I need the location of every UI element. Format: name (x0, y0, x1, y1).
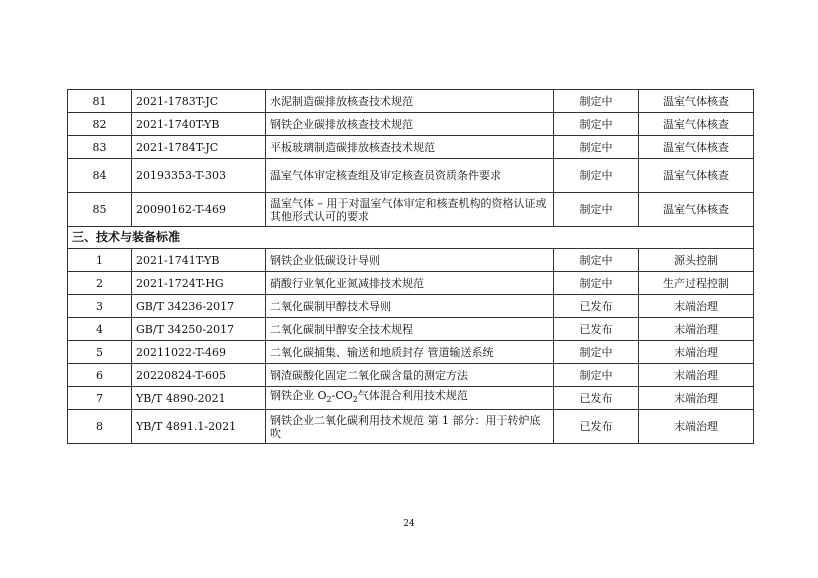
category: 末端治理 (639, 318, 754, 341)
row-number: 85 (68, 193, 132, 227)
standard-name: 钢铁企业二氧化碳利用技术规范 第 1 部分：用于转炉底吹 (266, 410, 554, 444)
standard-name: 钢渣碳酸化固定二氧化碳含量的测定方法 (266, 364, 554, 387)
standard-name: 水泥制造碳排放核查技术规范 (266, 90, 554, 113)
row-number: 1 (68, 249, 132, 272)
name-part: -CO (331, 389, 353, 403)
status: 已发布 (554, 295, 639, 318)
standard-name: 温室气体审定核查组及审定核查员资质条件要求 (266, 159, 554, 193)
status: 制定中 (554, 249, 639, 272)
table-row (68, 90, 754, 113)
category: 末端治理 (639, 341, 754, 364)
standard-code: 2021-1784T-JC (132, 136, 266, 159)
status: 制定中 (554, 272, 639, 295)
name-part: 气体混合利用技术规范 (357, 389, 468, 403)
subscript: 2 (352, 395, 358, 405)
row-number: 3 (68, 295, 132, 318)
standard-code: 20220824-T-605 (132, 364, 266, 387)
status: 制定中 (554, 193, 639, 227)
category: 温室气体核查 (639, 113, 754, 136)
status: 制定中 (554, 341, 639, 364)
standard-name: 钢铁企业低碳设计导则 (266, 249, 554, 272)
table-row (68, 295, 754, 318)
subscript: 2 (326, 395, 332, 405)
section-title: 三、技术与装备标准 (68, 227, 754, 249)
category: 末端治理 (639, 295, 754, 318)
table-row (68, 159, 754, 193)
name-part: 钢铁企业 O (270, 389, 327, 403)
status: 已发布 (554, 410, 639, 444)
row-number: 81 (68, 90, 132, 113)
row-number: 84 (68, 159, 132, 193)
standard-code: GB/T 34250-2017 (132, 318, 266, 341)
row-number: 6 (68, 364, 132, 387)
standard-name: 钢铁企业碳排放核查技术规范 (266, 113, 554, 136)
table-row (68, 387, 754, 410)
standard-code: 2021-1741T-YB (132, 249, 266, 272)
standard-code: GB/T 34236-2017 (132, 295, 266, 318)
status: 已发布 (554, 387, 639, 410)
row-number: 4 (68, 318, 132, 341)
row-number: 5 (68, 341, 132, 364)
standard-code: 20090162-T-469 (132, 193, 266, 227)
standard-name: 温室气体 – 用于对温室气体审定和核查机构的资格认证或其他形式认可的要求 (266, 193, 554, 227)
standard-code: 20211022-T-469 (132, 341, 266, 364)
row-number: 8 (68, 410, 132, 444)
row-number: 83 (68, 136, 132, 159)
category: 末端治理 (639, 387, 754, 410)
page-number: 24 (403, 519, 415, 529)
table-row (68, 272, 754, 295)
category: 末端治理 (639, 410, 754, 444)
standard-code: YB/T 4890-2021 (132, 387, 266, 410)
category: 温室气体核查 (639, 90, 754, 113)
standard-name: 硝酸行业氧化亚氮减排技术规范 (266, 272, 554, 295)
standards-table (67, 89, 754, 444)
standard-code: 2021-1783T-JC (132, 90, 266, 113)
table-row (68, 364, 754, 387)
row-number: 7 (68, 387, 132, 410)
standard-name: 平板玻璃制造碳排放核查技术规范 (266, 136, 554, 159)
category: 生产过程控制 (639, 272, 754, 295)
table-row (68, 410, 754, 444)
category: 末端治理 (639, 364, 754, 387)
status: 制定中 (554, 159, 639, 193)
standard-code: YB/T 4891.1-2021 (132, 410, 266, 444)
status: 制定中 (554, 136, 639, 159)
table-row (68, 193, 754, 227)
status: 制定中 (554, 90, 639, 113)
category: 源头控制 (639, 249, 754, 272)
row-number: 2 (68, 272, 132, 295)
category: 温室气体核查 (639, 159, 754, 193)
row-number: 82 (68, 113, 132, 136)
standard-code: 2021-1740T-YB (132, 113, 266, 136)
standard-name: 二氧化碳制甲醇技术导则 (266, 295, 554, 318)
table-row (68, 136, 754, 159)
category: 温室气体核查 (639, 193, 754, 227)
section-header-row (68, 227, 754, 249)
standard-name (266, 387, 554, 410)
table-row (68, 341, 754, 364)
category: 温室气体核查 (639, 136, 754, 159)
standard-name: 二氧化碳制甲醇安全技术规程 (266, 318, 554, 341)
status: 制定中 (554, 113, 639, 136)
table-row (68, 249, 754, 272)
standard-code: 20193353-T-303 (132, 159, 266, 193)
table-row (68, 318, 754, 341)
standard-code: 2021-1724T-HG (132, 272, 266, 295)
standard-name: 二氧化碳捕集、输送和地质封存 管道输送系统 (266, 341, 554, 364)
table-row (68, 113, 754, 136)
status: 制定中 (554, 364, 639, 387)
status: 已发布 (554, 318, 639, 341)
